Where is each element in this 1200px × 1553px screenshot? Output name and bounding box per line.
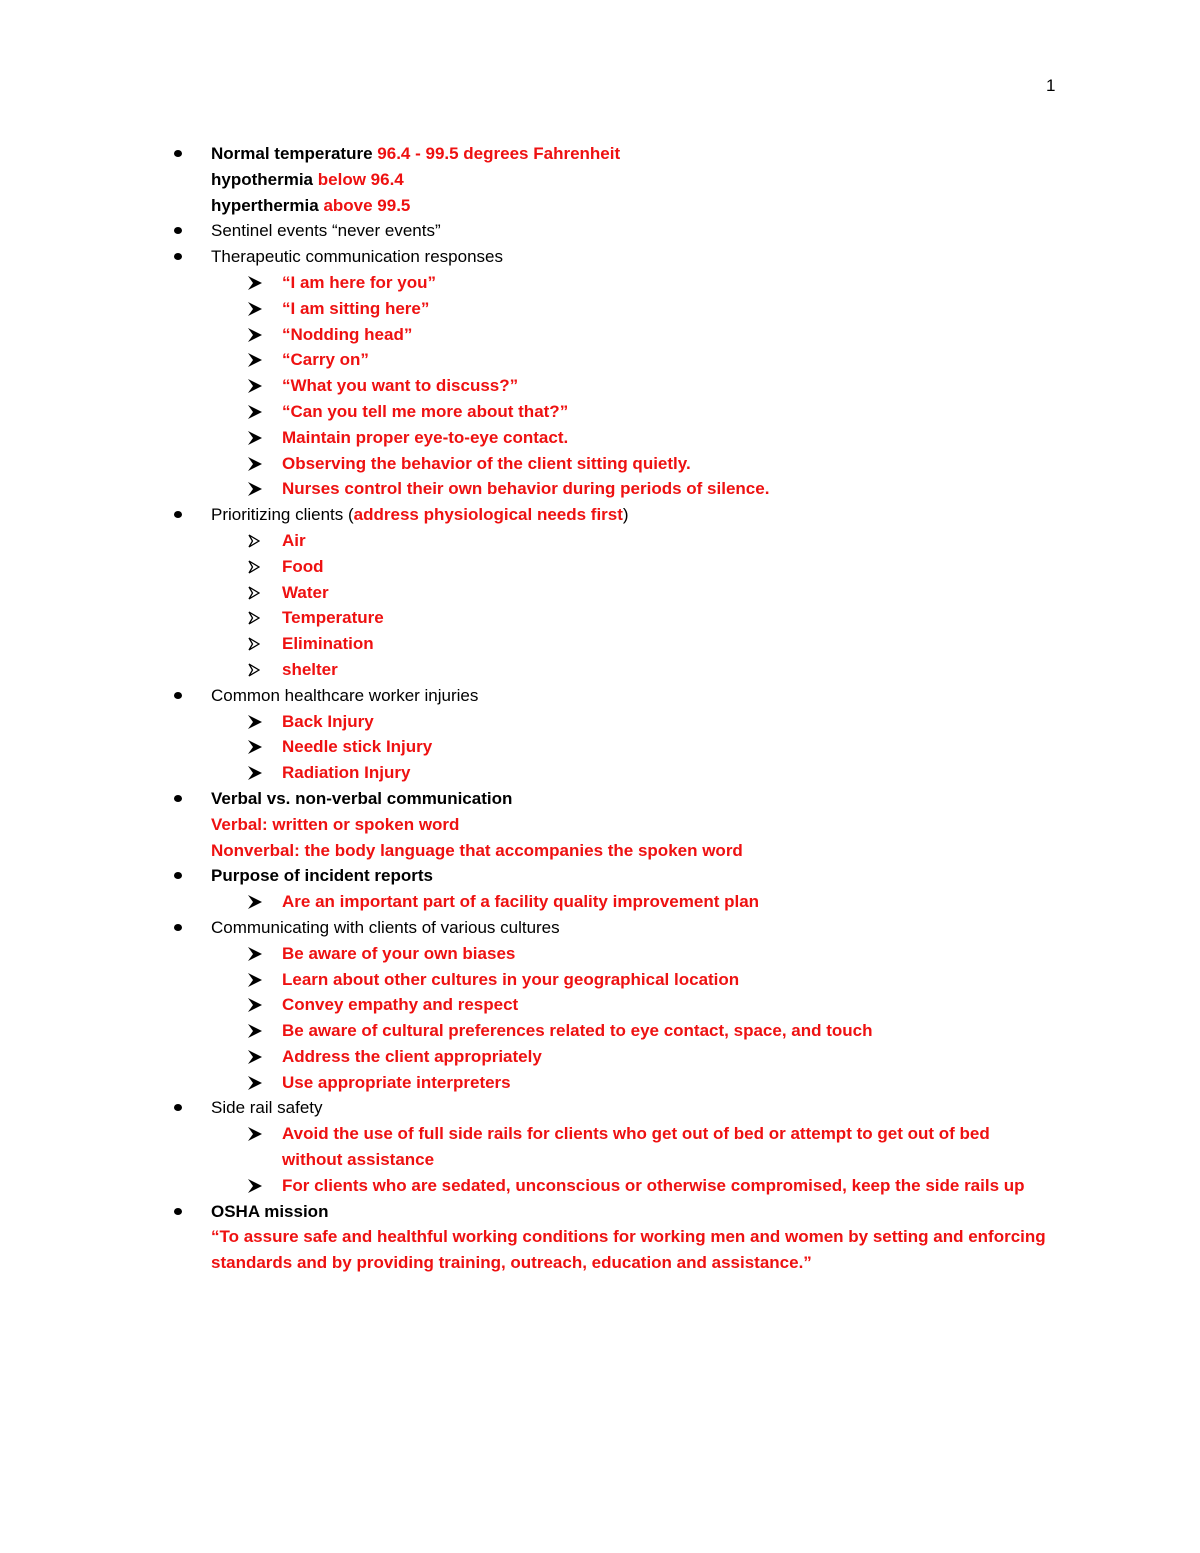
sub-item-text: Air — [282, 530, 306, 550]
sub-item-therapeutic — [0, 373, 1200, 399]
sub-item-therapeutic — [0, 399, 1200, 425]
sub-item-injury — [0, 709, 1200, 735]
prioritizing-label-highlight: address physiological needs first — [353, 505, 623, 525]
list-item-temperature — [0, 141, 1200, 167]
arrowhead-icon — [248, 353, 262, 367]
sub-item-therapeutic — [0, 322, 1200, 348]
arrowhead-icon — [248, 328, 262, 342]
arrowhead-icon — [248, 1179, 262, 1193]
arrowhead-icon — [248, 379, 262, 393]
arrowhead-icon — [248, 895, 262, 909]
sub-item-siderail-continued — [0, 1147, 1200, 1173]
list-item-verbal — [0, 786, 1200, 812]
arrowhead-icon — [248, 1024, 262, 1038]
sub-item-text: Nurses control their own behavior during periods of silence. — [282, 479, 770, 499]
sub-item-prioritizing — [0, 580, 1200, 606]
arrowhead-icon — [248, 766, 262, 780]
sub-item-text: Learn about other cultures in your geographical location — [282, 969, 740, 989]
arrowhead-icon — [248, 276, 262, 290]
list-item-osha — [0, 1199, 1200, 1225]
therapeutic-label: Therapeutic communication responses — [211, 247, 503, 267]
prioritizing-label-end: ) — [622, 505, 629, 525]
sub-item-injury — [0, 734, 1200, 760]
arrowhead-outline-icon — [248, 586, 260, 600]
bullet-icon — [174, 795, 182, 802]
sub-item-text: Avoid the use of full side rails for clients who get out of bed or attempt to get out of bed — [282, 1124, 990, 1144]
sub-item-prioritizing — [0, 528, 1200, 554]
list-item-therapeutic — [0, 244, 1200, 270]
list-item-cultures — [0, 915, 1200, 941]
temperature-label: Normal temperature — [211, 144, 373, 163]
verbal-definition — [0, 812, 1200, 838]
sub-item-prioritizing — [0, 631, 1200, 657]
arrowhead-icon — [248, 482, 262, 496]
arrowhead-icon — [248, 302, 262, 316]
sub-item-prioritizing — [0, 554, 1200, 580]
document-body — [0, 141, 1200, 1276]
siderail-label: Side rail safety — [211, 1098, 323, 1118]
sub-item-therapeutic — [0, 270, 1200, 296]
sub-item-text: Are an important part of a facility quality improvement plan — [282, 892, 760, 912]
sub-item-text: For clients who are sedated, unconscious or otherwise compromised, keep the side rails up — [282, 1175, 1025, 1195]
list-item-prioritizing — [0, 502, 1200, 528]
nonverbal-definition — [0, 838, 1200, 864]
sub-item-culture — [0, 941, 1200, 967]
sub-item-text: Food — [282, 556, 324, 576]
arrowhead-icon — [248, 998, 262, 1012]
sub-item-therapeutic — [0, 451, 1200, 477]
osha-quote-line — [0, 1224, 1200, 1250]
bullet-icon — [174, 227, 182, 234]
arrowhead-icon — [248, 1127, 262, 1141]
arrowhead-icon — [248, 457, 262, 471]
arrowhead-icon — [248, 947, 262, 961]
list-item-sentinel — [0, 218, 1200, 244]
sub-item-text: Temperature — [282, 608, 384, 628]
sub-item-siderail — [0, 1121, 1200, 1147]
incident-label: Purpose of incident reports — [211, 866, 433, 886]
arrowhead-icon — [248, 715, 262, 729]
bullet-icon — [174, 872, 182, 879]
sub-item-prioritizing — [0, 605, 1200, 631]
cultures-label: Communicating with clients of various cultures — [211, 917, 560, 937]
sub-item-text: Back Injury — [282, 711, 374, 731]
sub-item-therapeutic — [0, 347, 1200, 373]
sub-item-culture — [0, 992, 1200, 1018]
sub-item-text: “I am sitting here” — [282, 298, 430, 318]
sub-item-text: Convey empathy and respect — [282, 995, 519, 1015]
bullet-icon — [174, 1208, 182, 1215]
temperature-value: 96.4 - 99.5 degrees Fahrenheit — [377, 144, 621, 163]
sub-item-culture — [0, 1018, 1200, 1044]
sub-item-text: “What you want to discuss?” — [282, 376, 519, 396]
sub-item-text: without assistance — [282, 1150, 435, 1170]
bullet-icon — [174, 511, 182, 518]
sub-item-text: Use appropriate interpreters — [282, 1072, 511, 1092]
arrowhead-outline-icon — [248, 560, 260, 574]
sub-item-text: Address the client appropriately — [282, 1046, 542, 1066]
bullet-icon — [174, 150, 182, 157]
sub-item-therapeutic — [0, 476, 1200, 502]
arrowhead-icon — [248, 740, 262, 754]
arrowhead-icon — [248, 431, 262, 445]
sub-item-text: Water — [282, 582, 329, 602]
nonverbal-text: Nonverbal: the body language that accompanies the spoken word — [211, 840, 743, 860]
verbal-label: Verbal vs. non-verbal communication — [211, 788, 513, 808]
sub-item-injury — [0, 760, 1200, 786]
sub-item-culture — [0, 1070, 1200, 1096]
sub-item-prioritizing — [0, 657, 1200, 683]
arrowhead-icon — [248, 1050, 262, 1064]
hypothermia-line — [0, 167, 1200, 193]
sub-item-text: Maintain proper eye-to-eye contact. — [282, 427, 569, 447]
arrowhead-icon — [248, 1076, 262, 1090]
sub-item-text: Elimination — [282, 634, 374, 654]
hyperthermia-value: above 99.5 — [323, 195, 411, 215]
list-item-injuries — [0, 683, 1200, 709]
bullet-icon — [174, 1104, 182, 1111]
page-number: 1 — [1046, 76, 1056, 95]
bullet-icon — [174, 692, 182, 699]
sentinel-label: Sentinel events “never events” — [211, 221, 441, 241]
osha-quote: “To assure safe and healthful working conditions for working men and women by setting and enforcing — [211, 1227, 1046, 1247]
sub-item-text: “I am here for you” — [282, 272, 436, 292]
osha-quote: standards and by providing training, outreach, education and assistance.” — [211, 1253, 812, 1273]
sub-item-text: “Carry on” — [282, 350, 369, 370]
sub-item-text: Needle stick Injury — [282, 737, 433, 757]
arrowhead-outline-icon — [248, 534, 260, 548]
arrowhead-outline-icon — [248, 663, 260, 677]
sub-item-text: shelter — [282, 659, 338, 679]
hypothermia-label: hypothermia — [211, 169, 314, 189]
sub-item-text: Be aware of cultural preferences related to eye contact, space, and touch — [282, 1021, 873, 1041]
sub-item-text: Observing the behavior of the client sitting quietly. — [282, 453, 691, 473]
sub-item-culture — [0, 967, 1200, 993]
arrowhead-outline-icon — [248, 637, 260, 651]
sub-item-therapeutic — [0, 296, 1200, 322]
sub-item-culture — [0, 1044, 1200, 1070]
prioritizing-label-start: Prioritizing clients ( — [211, 505, 354, 525]
sub-item-siderail — [0, 1173, 1200, 1199]
hyperthermia-line — [0, 193, 1200, 219]
sub-item-text: Radiation Injury — [282, 763, 411, 783]
bullet-icon — [174, 924, 182, 931]
osha-quote-line — [0, 1250, 1200, 1276]
injuries-label: Common healthcare worker injuries — [211, 685, 479, 705]
list-item-incident — [0, 863, 1200, 889]
verbal-text: Verbal: written or spoken word — [211, 814, 460, 834]
arrowhead-icon — [248, 973, 262, 987]
osha-label: OSHA mission — [211, 1201, 329, 1221]
bullet-icon — [174, 253, 182, 260]
hypothermia-value: below 96.4 — [317, 169, 404, 189]
sub-item-incident — [0, 889, 1200, 915]
arrowhead-outline-icon — [248, 611, 260, 625]
sub-item-text: Be aware of your own biases — [282, 943, 516, 963]
arrowhead-icon — [248, 405, 262, 419]
hyperthermia-label: hyperthermia — [211, 195, 319, 215]
list-item-siderail — [0, 1095, 1200, 1121]
sub-item-text: “Nodding head” — [282, 324, 413, 344]
sub-item-text: “Can you tell me more about that?” — [282, 401, 569, 421]
sub-item-therapeutic — [0, 425, 1200, 451]
